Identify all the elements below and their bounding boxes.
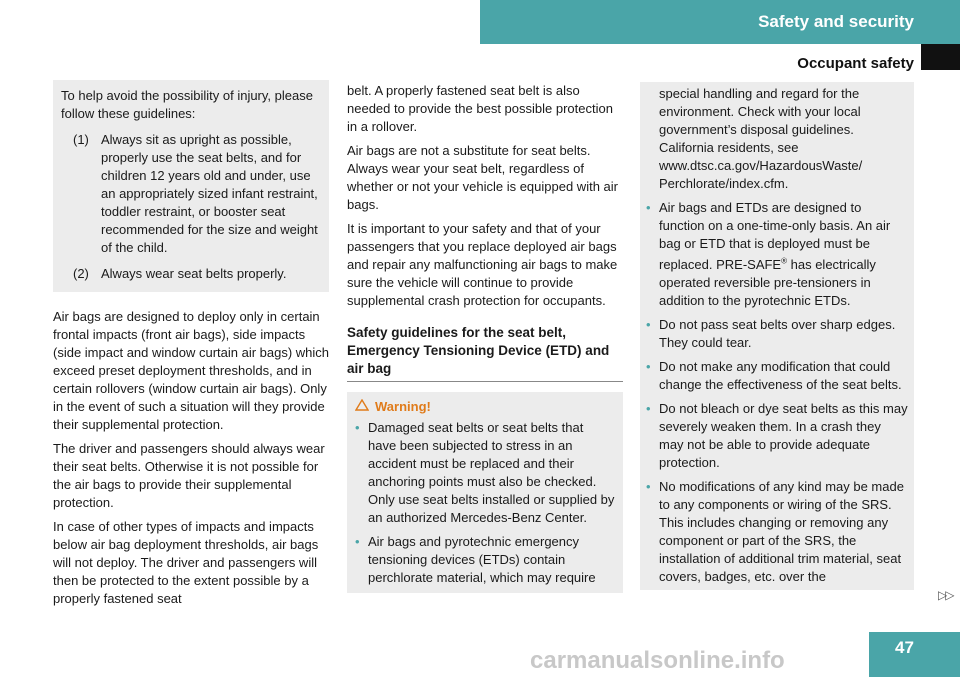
column-middle xyxy=(347,82,623,593)
warning-item xyxy=(646,316,908,352)
warning-title-text: Warning! xyxy=(375,399,431,414)
guidelines-intro: To help avoid the possibility of injury, please follow these guidelines: xyxy=(61,88,313,121)
continue-arrows-icon: ▷▷ xyxy=(938,588,953,602)
subsection-title: Occupant safety xyxy=(797,55,914,72)
corner-marker xyxy=(921,44,960,70)
bullet-icon: • xyxy=(646,200,651,215)
warning-item-text: Damaged seat belts or seat belts that have been subjected to stress in an accident must be replaced and their anchoring points must also be checked. Only use seat belts installed or supplied by an authorized Mercedes-Benz Center. xyxy=(368,420,615,525)
bullet-icon: • xyxy=(355,534,360,549)
paragraph-other-impacts: In case of other types of impacts and impacts below air bag deployment thresholds, air bags will not deploy. The driver and passengers will then be protected to the extent possible by a properly fastened seat xyxy=(53,519,319,606)
warning-item xyxy=(646,478,908,586)
guidelines-box xyxy=(53,80,329,292)
bullet-icon: • xyxy=(646,479,651,495)
warning-item xyxy=(646,400,908,472)
paragraph-deployment: Air bags are designed to deploy only in certain frontal impacts (front air bags), side impacts (side impact and window curtain air bags) which exceed preset deployment thresholds, and in certain rollovers (window curtain air bags). Only in the event of such a situation will they provide their supplemental protection. xyxy=(53,309,330,432)
page-number: 47 xyxy=(895,638,914,657)
guideline-text: Always wear seat belts properly. xyxy=(101,266,287,281)
warning-item xyxy=(646,358,908,394)
paragraph-rollover: belt. A properly fastened seat belt is also needed to provide the best possible protection in a rollover. xyxy=(347,83,613,134)
etd-text-a: Air bags and ETDs are designed to function on a one-time-only basis. An air bag or ETD that is deployed must be replaced. PRE-SAFE xyxy=(659,200,891,273)
column-left xyxy=(53,80,331,614)
warning-triangle-icon xyxy=(355,398,369,416)
guideline-number: (2) xyxy=(73,266,89,281)
warning-item xyxy=(355,533,615,587)
page-number-block xyxy=(869,632,960,677)
column-right xyxy=(640,82,916,590)
guideline-item xyxy=(61,131,321,257)
warning-item xyxy=(355,419,615,527)
guideline-number: (1) xyxy=(73,132,89,147)
warning-item xyxy=(646,199,908,310)
warning-continued-box xyxy=(640,82,914,590)
paragraph-wear-belts: The driver and passengers should always wear their seat belts. Otherwise it is not possible for the air bags to provide their supplemental protection. xyxy=(53,441,325,510)
bullet-icon: • xyxy=(646,401,651,417)
guideline-text: Always sit as upright as possible, properly use the seat belts, and for children 12 years old and under, use an appropriately sized infant restraint, toddler restraint, or booster seat recommended for the size and weight of the child. xyxy=(101,132,318,255)
warning-title xyxy=(355,398,615,416)
bullet-icon: • xyxy=(646,317,651,333)
continued-text: special handling and regard for the environment. Check with your local government’s disposal guidelines. California residents, see www.dtsc.ca.gov/HazardousWaste/ Perchlorate/index.cfm. xyxy=(659,86,863,191)
warning-item-text: No modifications of any kind may be made to any components or wiring of the SRS. This includes changing or removing any component or part of the SRS, the installation of additional trim material, seat covers, badges, etc. over the xyxy=(659,479,904,585)
section-title: Safety and security xyxy=(758,12,914,31)
warning-item-text: Air bags and pyrotechnic emergency tensioning devices (ETDs) contain perchlorate material, which may require xyxy=(368,534,596,585)
warning-item-text: Do not bleach or dye seat belts as this may severely weaken them. In a crash they may not be able to provide adequate protection. xyxy=(659,401,908,471)
warning-item-text xyxy=(659,200,890,308)
warning-list xyxy=(355,419,615,587)
paragraph-not-substitute: Air bags are not a substitute for seat belts. Always wear your seat belt, regardless of whether or not your vehicle is equipped with air bags. xyxy=(347,143,618,212)
bullet-icon: • xyxy=(355,420,360,435)
warning-item-text: Do not pass seat belts over sharp edges. They could tear. xyxy=(659,317,896,351)
etd-text-b: has electrically operated reversible pre-tensioners in addition to the pyrotechnic ETDs. xyxy=(659,257,876,309)
warning-box xyxy=(347,392,623,593)
registered-mark: ® xyxy=(781,257,788,266)
warning-continued-list xyxy=(646,199,908,586)
watermark: carmanualsonline.info xyxy=(530,647,785,674)
section-heading: Safety guidelines for the seat belt, Emergency Tensioning Device (ETD) and air bag xyxy=(347,324,623,382)
guideline-item xyxy=(61,265,321,283)
warning-item-text: Do not make any modification that could change the effectiveness of the seat belts. xyxy=(659,359,902,393)
paragraph-replace-airbags: It is important to your safety and that of your passengers that you replace deployed air bags and repair any malfunctioning air bags to make sure the vehicle will continue to provide supplemental crash protection for occupants. xyxy=(347,221,618,308)
guidelines-list xyxy=(61,131,321,283)
bullet-icon: • xyxy=(646,359,651,375)
